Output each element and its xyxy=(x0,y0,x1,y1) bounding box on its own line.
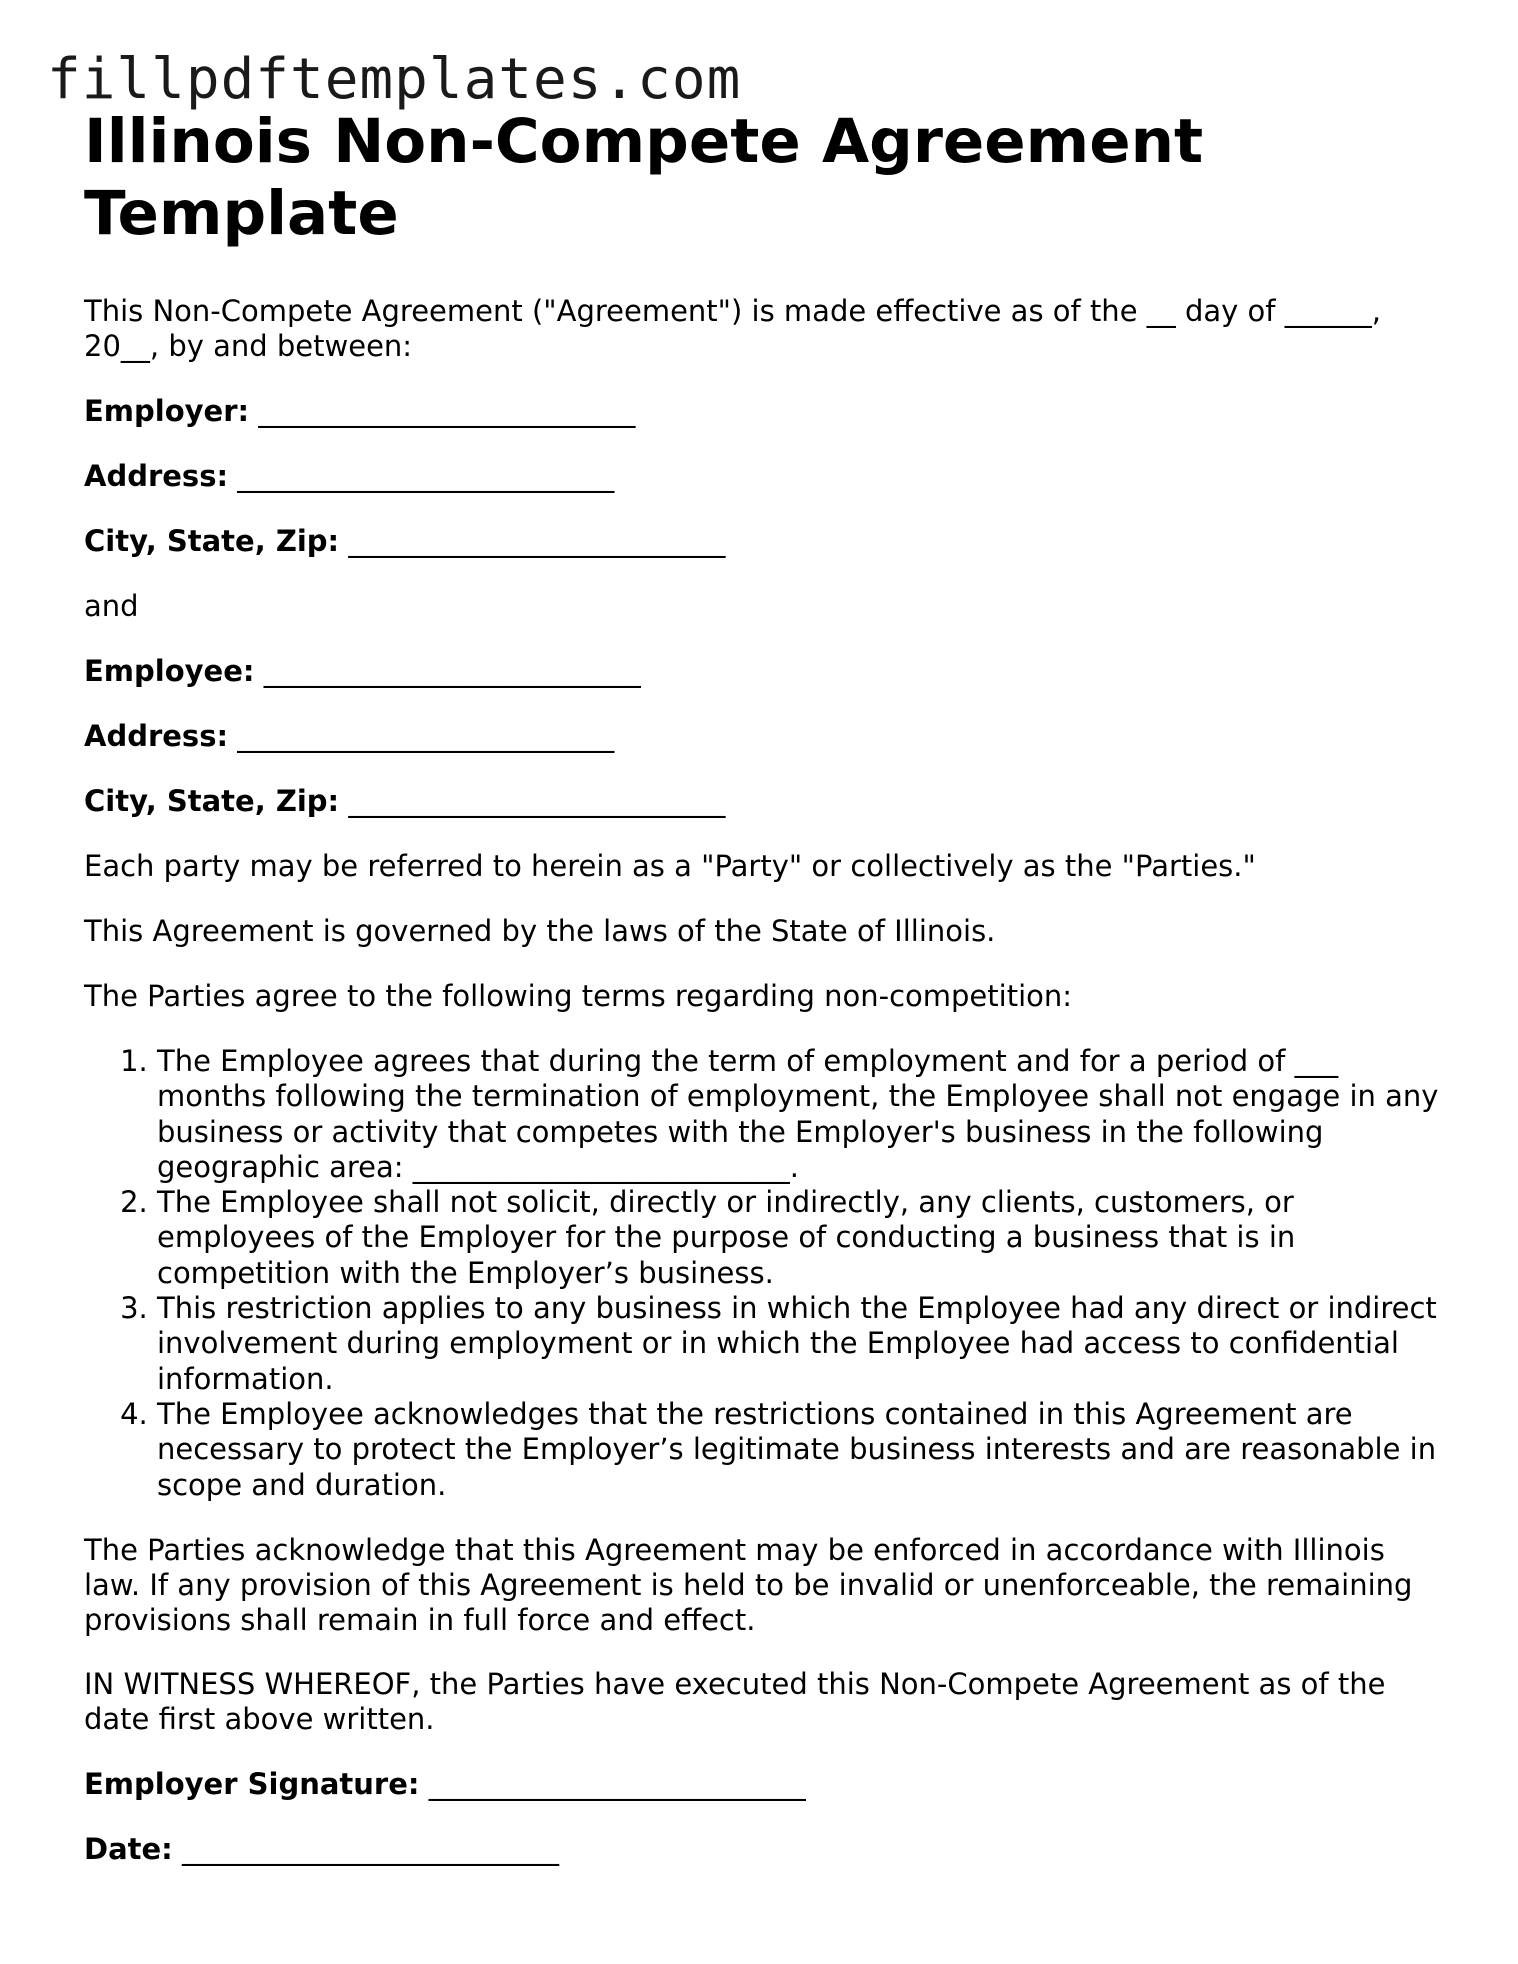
employee-name-field xyxy=(84,654,1444,689)
field-label: Address: xyxy=(84,719,229,753)
terms-intro: The Parties agree to the following terms regarding non-competition: xyxy=(84,979,1073,1013)
field-blank: __________________________ xyxy=(348,524,726,558)
field-blank: __________________________ xyxy=(258,394,636,428)
field-label: City, State, Zip: xyxy=(84,524,340,558)
field-blank: __________________________ xyxy=(428,1766,806,1801)
enforcement-paragraph: The Parties acknowledge that this Agreement may be enforced in accordance with Illinois law. If any provision of this Agreement is held to be invalid or unenforceable, the remaining provisions shall remain in full force and effect. xyxy=(84,1532,1413,1637)
page-title: Illinois Non-Compete Agreement Template xyxy=(84,106,1204,249)
field-blank: __________________________ xyxy=(237,459,615,493)
field-blank: __________________________ xyxy=(348,784,726,818)
intro-paragraph: This Non-Compete Agreement ("Agreement") is made effective as of the __ day of ______, 20__, by and between: xyxy=(84,294,1381,363)
list-item: 2. The Employee shall not solicit, directly or indirectly, any clients, customers, or employees of the Employer for the purpose of conducting a business that is in competition with the Employer’s business. xyxy=(157,1185,1444,1291)
and-separator: and xyxy=(84,589,139,623)
field-label: Date: xyxy=(84,1831,173,1866)
governing-law: This Agreement is governed by the laws of the State of Illinois. xyxy=(84,914,996,948)
field-label: Employer: xyxy=(84,394,250,428)
field-label: Address: xyxy=(84,459,229,493)
field-label: Employee: xyxy=(84,654,255,688)
field-label: Employer Signature: xyxy=(84,1766,420,1801)
field-label: City, State, Zip: xyxy=(84,784,340,818)
employer-city-field xyxy=(84,524,1444,559)
list-item: 1. The Employee agrees that during the term of employment and for a period of ___ months following the termination of employment, the Employee shall not engage in any business or activity that competes with the Employer's business in the following geographic area: __________________________. xyxy=(157,1044,1444,1185)
field-blank: __________________________ xyxy=(237,719,615,753)
date-field xyxy=(84,1832,1444,1867)
employer-name-field xyxy=(84,394,1444,429)
party-definition: Each party may be referred to herein as a "Party" or collectively as the "Parties." xyxy=(84,849,1256,883)
list-item: 4. The Employee acknowledges that the restrictions contained in this Agreement are necessary to protect the Employer’s legitimate business interests and are reasonable in scope and duration. xyxy=(157,1397,1444,1503)
field-blank: __________________________ xyxy=(182,1831,559,1866)
witness-paragraph: IN WITNESS WHEREOF, the Parties have executed this Non-Compete Agreement as of the date first above written. xyxy=(84,1666,1386,1736)
employer-address-field xyxy=(84,459,1444,494)
watermark: fillpdftemplates.com xyxy=(47,47,742,112)
list-item: 3. This restriction applies to any business in which the Employee had any direct or indirect involvement during employment or in which the Employee had access to confidential information. xyxy=(157,1291,1444,1397)
terms-list xyxy=(84,1044,1444,1503)
employee-address-field xyxy=(84,719,1444,754)
field-blank: __________________________ xyxy=(263,654,641,688)
document-page xyxy=(84,106,1444,1867)
employee-city-field xyxy=(84,784,1444,819)
employer-signature-field xyxy=(84,1767,1444,1802)
